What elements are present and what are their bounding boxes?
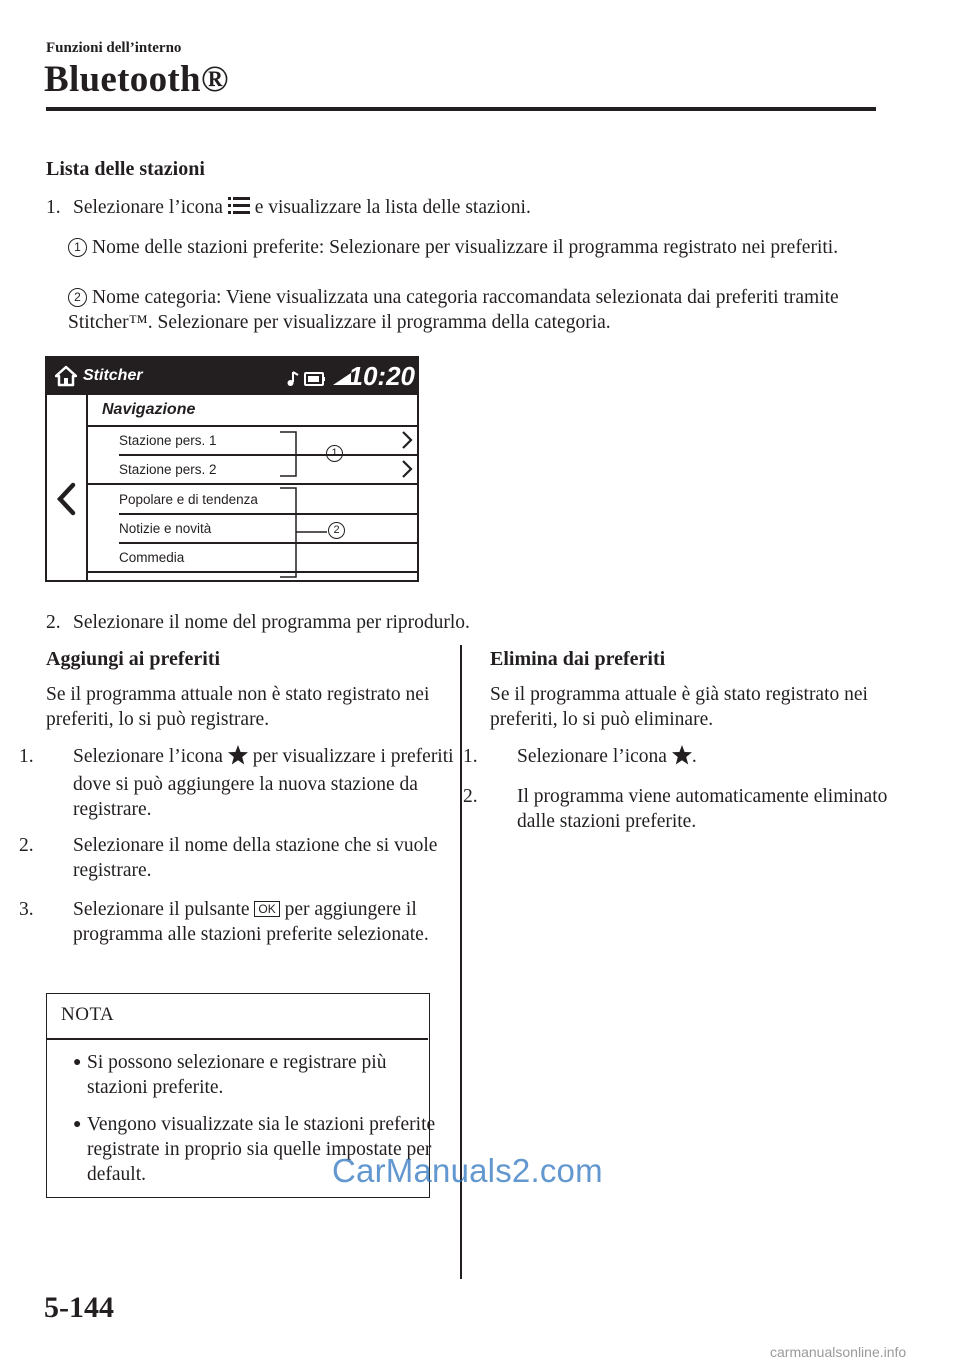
- note-bullet: [61, 1050, 447, 1100]
- remove-favorites-intro: Se il programma attuale è già stato registrato nei preferiti, lo si può eliminare.: [490, 684, 868, 730]
- category-label: Popolare e di tendenza: [119, 492, 258, 507]
- station-list-step-2: [46, 610, 866, 635]
- callout-marker-2: 2: [328, 522, 345, 539]
- star-icon: [228, 745, 248, 772]
- watermark: CarManuals2.com: [332, 1152, 603, 1189]
- bullet-dot: ●: [73, 1117, 82, 1132]
- remove-favorites-heading: Elimina dai preferiti: [490, 648, 666, 670]
- step-text-post: per aggiungere il programma alle stazioni preferite selezionate.: [73, 899, 429, 945]
- category-label: Notizie e novità: [119, 521, 212, 536]
- page-number: 5-144: [44, 1291, 114, 1324]
- category-label: Commedia: [119, 550, 185, 565]
- step-text-post: e visualizzare la lista delle stazioni.: [254, 197, 531, 218]
- callout-number: 1: [68, 238, 87, 257]
- step-text-post: per visualizzare i preferiti dove si può aggiungere la nuova stazione da registrare.: [73, 746, 454, 820]
- remove-favorites-step-1: [463, 744, 907, 772]
- footer-site: carmanualsonline.info: [770, 1344, 907, 1360]
- note-bullet-text: Si possono selezionare e registrare più stazioni preferite.: [87, 1052, 387, 1098]
- add-favorites-step-3: [19, 897, 465, 947]
- add-favorites-intro: Se il programma attuale non è stato registrato nei preferiti, lo si può registrare.: [46, 684, 430, 730]
- step-text-pre: Selezionare l’icona: [517, 746, 667, 767]
- step-text-pre: Selezionare l’icona: [73, 197, 223, 218]
- callout-item-2: [68, 285, 868, 335]
- header-rule: [46, 107, 876, 111]
- step-number: 1.: [46, 197, 61, 218]
- step-text: Il programma viene automaticamente eliminato dalle stazioni preferite.: [517, 786, 888, 832]
- callout-marker-1: 1: [326, 445, 343, 462]
- add-favorites-step-1: [19, 744, 465, 822]
- callout-brackets: [47, 358, 417, 580]
- step-number: 3.: [19, 899, 34, 920]
- section-label: Funzioni dell’interno: [46, 40, 182, 56]
- step-text: Selezionare il nome del programma per riprodurlo.: [73, 612, 470, 633]
- step-number: 2.: [463, 786, 478, 807]
- chapter-title: Bluetooth®: [44, 59, 229, 100]
- screen-app-title: Stitcher: [83, 367, 143, 384]
- ok-button-icon: OK: [254, 901, 279, 917]
- callout-item-1: [68, 235, 868, 260]
- add-favorites-heading: Aggiungi ai preferiti: [46, 648, 221, 670]
- stitcher-screen: [45, 356, 419, 582]
- step-number: 1.: [19, 746, 34, 767]
- note-title: NOTA: [61, 1004, 115, 1025]
- step-number: 2.: [46, 612, 61, 633]
- list-icon: [228, 196, 250, 223]
- step-number: 1.: [463, 746, 478, 767]
- step-text: Selezionare il nome della stazione che si vuole registrare.: [73, 835, 438, 881]
- note-bullet-text: Vengono visualizzate sia le stazioni preferite registrate in proprio sia quelle impostate per default.: [87, 1114, 436, 1185]
- remove-favorites-step-2: [463, 784, 907, 834]
- star-icon: [672, 745, 692, 772]
- screen-nav-title: Navigazione: [102, 401, 196, 418]
- station-list-step-1: [46, 195, 866, 223]
- screen-clock: 10:20: [348, 361, 415, 391]
- station-label: Stazione pers. 2: [119, 462, 217, 477]
- callout-number: 2: [68, 288, 87, 307]
- step-number: 2.: [19, 835, 34, 856]
- step-text-pre: Selezionare il pulsante: [73, 899, 250, 920]
- bullet-dot: ●: [73, 1055, 82, 1070]
- step-text-pre: Selezionare l’icona: [73, 746, 223, 767]
- station-label: Stazione pers. 1: [119, 433, 217, 448]
- callout-text: Nome delle stazioni preferite: Selezionare per visualizzare il programma registrato nei preferiti.: [92, 237, 839, 258]
- station-list-heading: Lista delle stazioni: [46, 158, 205, 180]
- callout-text: Nome categoria: Viene visualizzata una categoria raccomandata selezionata dai preferiti tramite Stitcher™. Selezionare per visualizzare il programma della categoria.: [68, 287, 839, 333]
- note-divider: [47, 1038, 428, 1040]
- step-text-post: .: [691, 746, 697, 767]
- add-favorites-step-2: [19, 833, 465, 883]
